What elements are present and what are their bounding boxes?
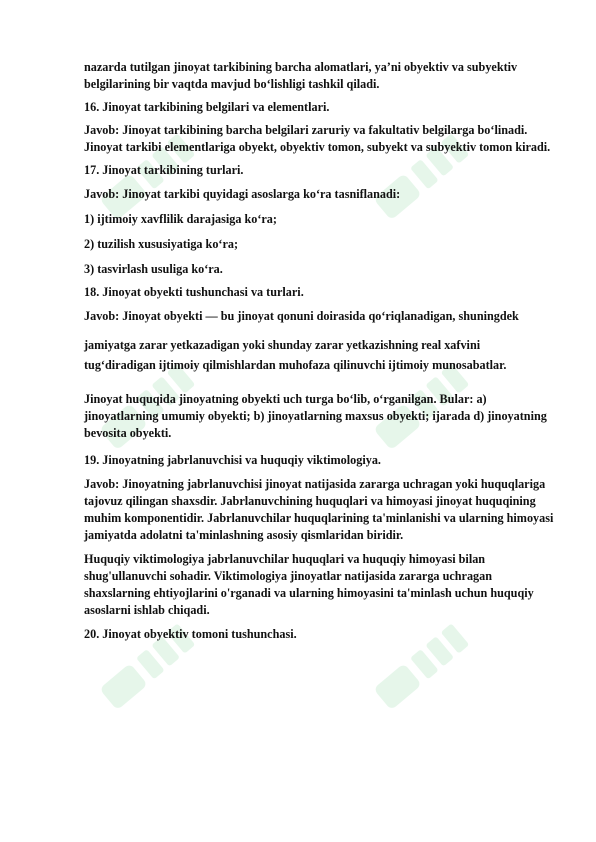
list-item-2: 2) tuzilish xususiyatiga ko‘ra; xyxy=(84,237,239,251)
list-item-1: 1) ijtimoiy xavflilik darajasiga ko‘ra; xyxy=(84,212,277,226)
paragraph-victimology: Huquqiy viktimologiya jabrlanuvchilar huquqlari va huquqiy himoyasi bilan shug'ullanuvchi sohadir. Viktimologiya jinoyatlar natijasida zararga uchragan shaxslarning ehtiyojlarini o'rganadi va ularning himoyasini ta'minlash uchun huquqiy asoslarni ishlab chiqadi. xyxy=(84,552,534,617)
answer-17: Javob: Jinoyat tarkibi quyidagi asoslarga ko‘ra tasniflanadi: xyxy=(84,187,401,201)
heading-17: 17. Jinoyat tarkibining turlari. xyxy=(84,163,244,177)
document-body xyxy=(84,59,554,643)
list-item-3: 3) tasvirlash usuliga ko‘ra. xyxy=(84,262,223,276)
answer-18-continued: jamiyatga zarar yetkazadigan yoki shunday zarar yetkazishning real xafvini tug‘diradigan ijtimoiy qilmishlardan muhofaza qilinuvchi ijtimoiy munosabatlar. xyxy=(84,338,507,372)
paragraph-object-types: Jinoyat huquqida jinoyatning obyekti uch turga bo‘lib, o‘rganilgan. Bular: a) jinoyatlarning umumiy obyekti; b) jinoyatlarning maxsus obyekti; ijarada d) jinoyatning bevosita obyekti. xyxy=(84,392,547,440)
answer-19: Javob: Jinoyatning jabrlanuvchisi jinoyat natijasida zararga uchragan yoki huquqlariga tajovuz qilingan shaxsdir. Jabrlanuvchining huquqlari va himoyasi jinoyat huquqining muhim komponentidir. Jabrlanuvchilar huquqlarining ta'minlanishi va ularning himoyasi jamiyatda adolatni ta'minlashning asosiy qismlaridan biridir. xyxy=(84,477,554,542)
heading-19: 19. Jinoyatning jabrlanuvchisi va huquqiy viktimologiya. xyxy=(84,453,381,467)
heading-20: 20. Jinoyat obyektiv tomoni tushunchasi. xyxy=(84,627,297,641)
paragraph-intro: nazarda tutilgan jinoyat tarkibining barcha alomatlari, ya’ni obyektiv va subyektiv belgilarining bir vaqtda mavjud bo‘lishligi tashkil qiladi. xyxy=(84,60,518,91)
answer-16: Javob: Jinoyat tarkibining barcha belgilari zaruriy va fakultativ belgilarga bo‘linadi. Jinoyat tarkibi elementlariga obyekt, obyektiv tomon, subyekt va subyektiv tomon kiradi. xyxy=(84,123,551,154)
heading-16: 16. Jinoyat tarkibining belgilari va elementlari. xyxy=(84,100,330,114)
heading-18: 18. Jinoyat obyekti tushunchasi va turlari. xyxy=(84,285,304,299)
answer-18: Javob: Jinoyat obyekti — bu jinoyat qonuni doirasida qo‘riqlanadigan, shuningdek xyxy=(84,309,519,323)
